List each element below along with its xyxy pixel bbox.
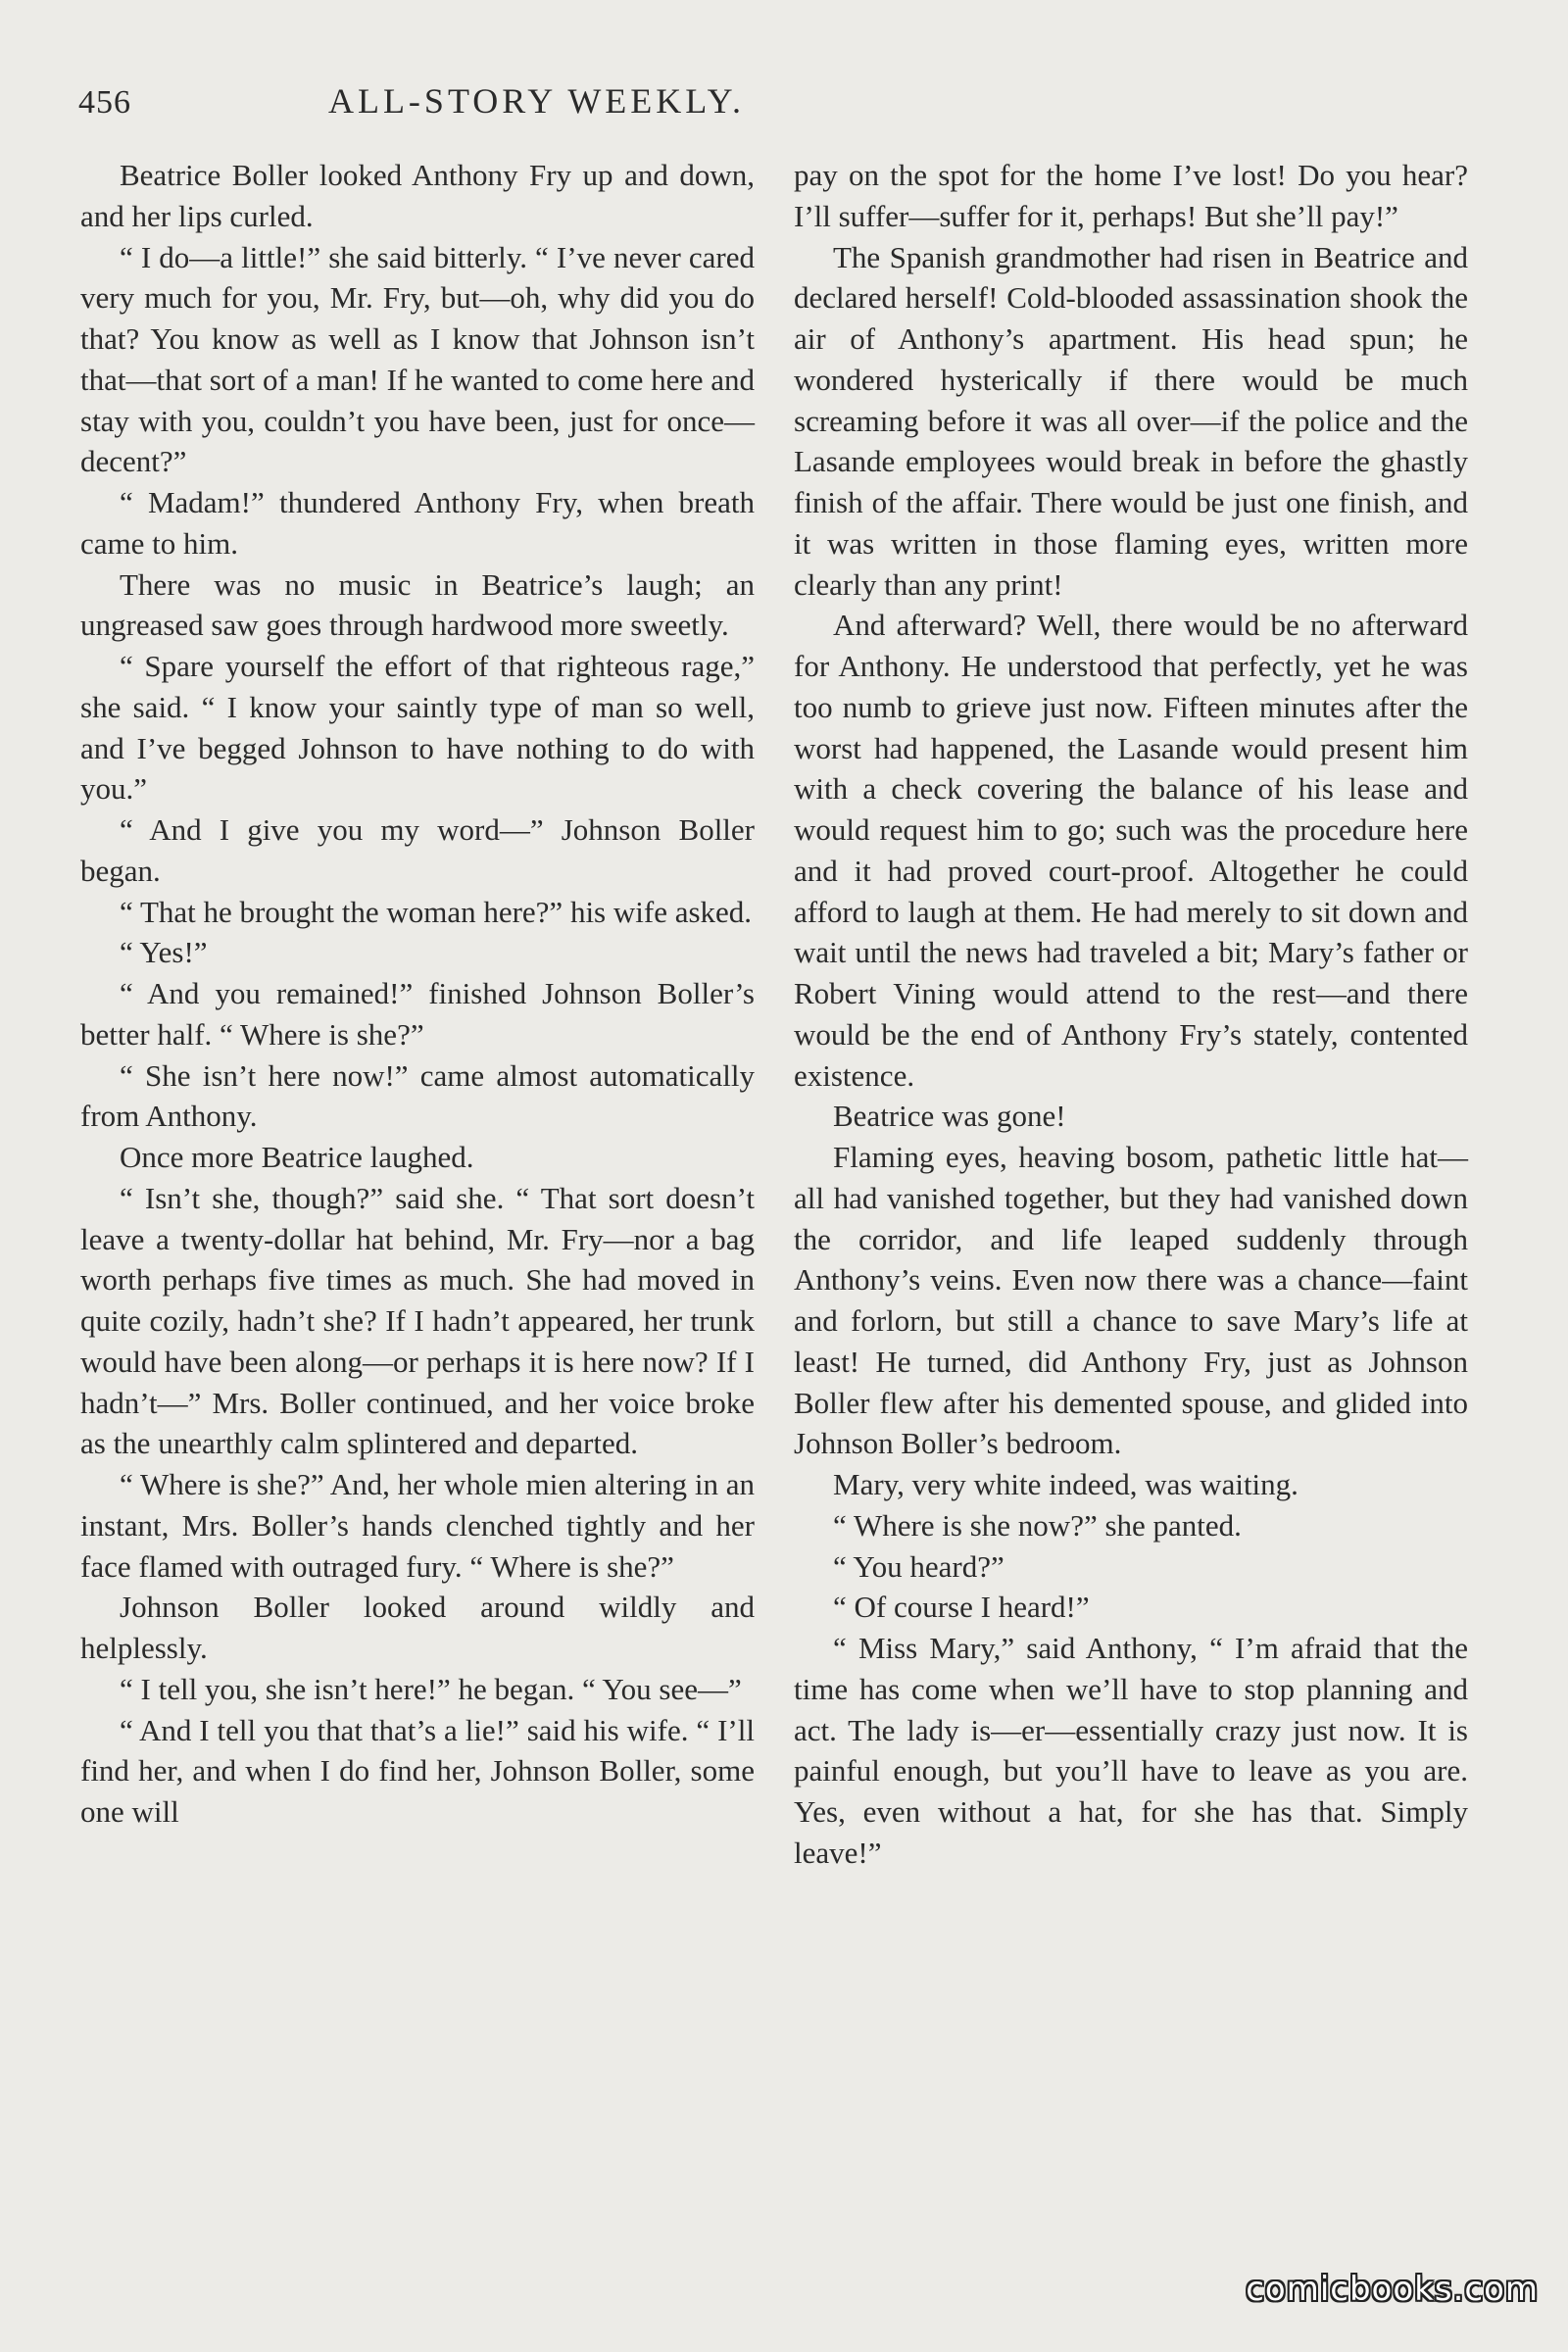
paragraph: Johnson Boller looked around wildly and helplessly. [80, 1590, 755, 1665]
paragraph: “ Of course I heard!” [833, 1590, 1090, 1625]
paragraph: “ She isn’t here now!” came almost automatically from Anthony. [80, 1057, 755, 1134]
paragraph: Beatrice Boller looked Anthony Fry up and down, and her lips curled. [80, 158, 755, 233]
left-text-column [80, 155, 755, 1833]
paragraph: “ Miss Mary,” said Anthony, “ I’m afraid that the time has come when we’ll have to stop planning and act. The lady is—er—essentially crazy just now. It is painful enough, but you’ll have to leave as you are. Yes, even without a hat, for she has that. Simply leave!” [794, 1631, 1468, 1870]
paragraph: “ You heard?” [833, 1548, 1004, 1584]
paragraph: “ And I tell you that that’s a lie!” said his wife. “ I’ll find her, and when I do find her, Johnson Boller, some one will [80, 1712, 755, 1829]
paragraph: “ And I give you my word—” Johnson Boller began. [80, 812, 755, 888]
page-number: 456 [78, 84, 131, 121]
paragraph: Once more Beatrice laughed. [120, 1140, 474, 1174]
paragraph: And afterward? Well, there would be no afterward for Anthony. He understood that perfectly, yet he was too numb to grieve just now. Fifteen minutes after the worst had happened, the Lasande would present him with a check covering the balance of his lease and would request him to go; such was the procedure here and it had proved court-proof. Altogether he could afford to laugh at them. He had merely to sit down and wait until the news had traveled a bit; Mary’s father or Robert Vining would attend to the rest—and there would be the end of Anthony Fry’s stately, contented existence. [794, 608, 1468, 1093]
paragraph: Beatrice was gone! [833, 1099, 1066, 1134]
paragraph: “ That he brought the woman here?” his wife asked. [120, 894, 753, 929]
right-text-column [794, 155, 1468, 1874]
paragraph: “ And you remained!” finished Johnson Boller’s better half. “ Where is she?” [80, 976, 755, 1052]
paragraph: Mary, very white indeed, was waiting. [833, 1467, 1298, 1501]
paragraph: “ Isn’t she, though?” said she. “ That sort doesn’t leave a twenty-dollar hat behind, Mr. Fry—nor a bag worth perhaps five times as much. She had moved in quite cozily, hadn’t she? If I hadn’t appeared, her trunk would have been along—or perhaps it is here now? If I hadn’t—” Mrs. Boller continued, and her voice broke as the unearthly calm splintered and departed. [80, 1180, 755, 1461]
paragraph: Flaming eyes, heaving bosom, pathetic little hat—all had vanished together, but they had vanished down the corridor, and life leaped suddenly through Anthony’s veins. Even now there was a chance—faint and forlorn, but still a chance to save Mary’s life at least! He turned, did Anthony Fry, just as Johnson Boller flew after his demented spouse, and glided into Johnson Boller’s bedroom. [794, 1140, 1468, 1461]
paragraph: There was no music in Beatrice’s laugh; an ungreased saw goes through hardwood more sweetly. [80, 566, 755, 643]
paragraph: “ I do—a little!” she said bitterly. “ I’ve never cared very much for you, Mr. Fry, but—oh, why did you do that? You know as well as I know that Johnson isn’t that—that sort of a man! If he wanted to come here and stay with you, couldn’t you have been, just for once—decent?” [80, 239, 755, 479]
page-header [78, 76, 995, 125]
paragraph: “ Where is she now?” she panted. [833, 1507, 1242, 1543]
paragraph: “ I tell you, she isn’t here!” he began. “ You see—” [120, 1671, 742, 1706]
paragraph: “ Yes!” [120, 935, 208, 970]
paragraph: “ Madam!” thundered Anthony Fry, when breath came to him. [80, 485, 755, 561]
paragraph: pay on the spot for the home I’ve lost! Do you hear? I’ll suffer—suffer for it, perhaps! But she’ll pay!” [794, 158, 1468, 233]
watermark: comicbooks.com [1246, 2270, 1539, 2309]
paragraph: “ Where is she?” And, her whole mien altering in an instant, Mrs. Boller’s hands clenched tightly and her face flamed with outraged fury. “ Where is she?” [80, 1467, 755, 1584]
running-title: ALL-STORY WEEKLY. [327, 81, 746, 121]
paragraph: “ Spare yourself the effort of that righteous rage,” she said. “ I know your saintly type of man so well, and I’ve begged Johnson to have nothing to do with you.” [80, 649, 755, 807]
paragraph: The Spanish grandmother had risen in Beatrice and declared herself! Cold-blooded assassination shook the air of Anthony’s apartment. His head spun; he wondered hysterically if there would be much screaming before it was all over—if the police and the Lasande employees would break in before the ghastly finish of the affair. There would be just one finish, and it was written in those flaming eyes, written more clearly than any print! [794, 239, 1468, 602]
